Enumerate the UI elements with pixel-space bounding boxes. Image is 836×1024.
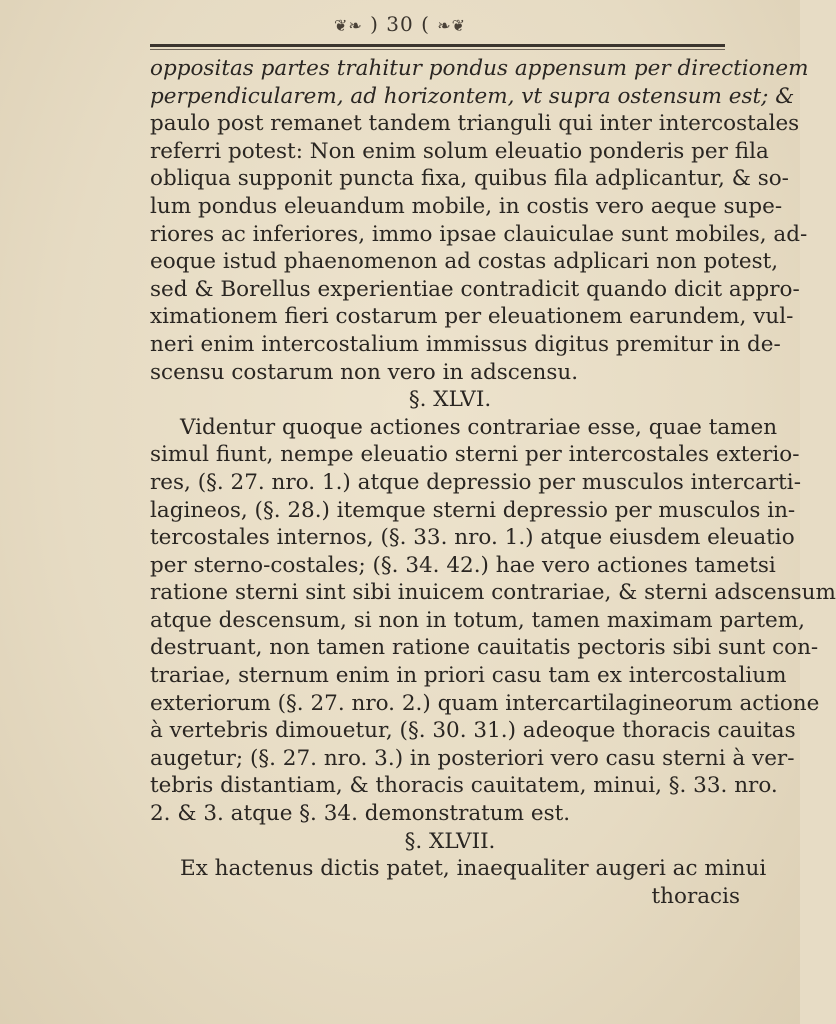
text-line: scensu costarum non vero in adscensu.: [150, 359, 579, 385]
text-line: Videntur quoque actiones contrariae esse, quae tamen: [180, 414, 778, 440]
text-line: tebris distantiam, & thoracis cauitatem, minui, §. 33. nro.: [150, 773, 778, 799]
text-line: riores ac inferiores, immo ipsae clauiculae sunt mobiles, ad-: [150, 221, 808, 247]
text-line: res, (§. 27. nro. 1.) atque depressio per musculos intercarti-: [150, 469, 801, 495]
text-line: à vertebris dimouetur, (§. 30. 31.) adeoque thoracis cauitas: [150, 718, 796, 744]
header-rule: [150, 44, 725, 47]
text-line: lagineos, (§. 28.) itemque sterni depressio per musculos in-: [150, 497, 796, 523]
text-line: perpendicularem, ad horizontem, vt supra ostensum est; &: [150, 83, 795, 109]
text-line: exteriorum (§. 27. nro. 2.) quam intercartilagineorum actione: [150, 690, 820, 716]
text-line: per sterno-costales; (§. 34. 42.) hae vero actiones tametsi: [150, 552, 776, 578]
section-heading: §. XLVI.: [408, 387, 492, 413]
text-line: Ex hactenus dictis patet, inaequaliter augeri ac minui: [180, 856, 767, 882]
text-line: destruant, non tamen ratione cauitatis pectoris sibi sunt con-: [150, 635, 819, 661]
text-line: atque descensum, si non in totum, tamen maximam partem,: [150, 607, 805, 633]
text-line: 2. & 3. atque §. 34. demonstratum est.: [150, 801, 571, 827]
header-rule-thin: [150, 49, 725, 50]
text-line: sed & Borellus experientiae contradicit quando dicit appro-: [150, 276, 800, 302]
text-line: lum pondus eleuandum mobile, in costis vero aeque supe-: [150, 193, 783, 219]
text-line: referri potest: Non enim solum eleuatio ponderis per fila: [150, 138, 769, 164]
text-line: simul fiunt, nempe eleuatio sterni per intercostales exterio-: [150, 442, 800, 468]
text-line: obliqua supponit puncta fixa, quibus fila adplicantur, & so-: [150, 166, 789, 192]
body-text: [150, 55, 836, 910]
text-line: ratione sterni sint sibi inuicem contrariae, & sterni adscensum: [150, 580, 836, 606]
text-line: paulo post remanet tandem trianguli qui inter intercostales: [150, 111, 800, 137]
text-line: augetur; (§. 27. nro. 3.) in posteriori vero casu sterni à ver-: [150, 745, 795, 771]
page-header: [0, 12, 800, 36]
ornament-right-icon: ❧❦: [437, 16, 467, 35]
text-line: neri enim intercostalium immissus digitus premitur in de-: [150, 331, 781, 357]
text-line: trariae, sternum enim in priori casu tam ex intercostalium: [150, 663, 787, 689]
catchword: thoracis: [651, 883, 740, 909]
text-line: tercostales internos, (§. 33. nro. 1.) atque eiusdem eleuatio: [150, 525, 795, 551]
page-number: ) 30 (: [370, 12, 430, 36]
ornament-left-icon: ❦❧: [333, 16, 363, 35]
text-line: oppositas partes trahitur pondus appensum per directionem: [150, 56, 809, 81]
section-heading: §. XLVII.: [404, 828, 496, 854]
text-line: eoque istud phaenomenon ad costas adplicari non potest,: [150, 249, 779, 275]
text-line: ximationem fieri costarum per eleuationem earundem, vul-: [150, 304, 794, 330]
